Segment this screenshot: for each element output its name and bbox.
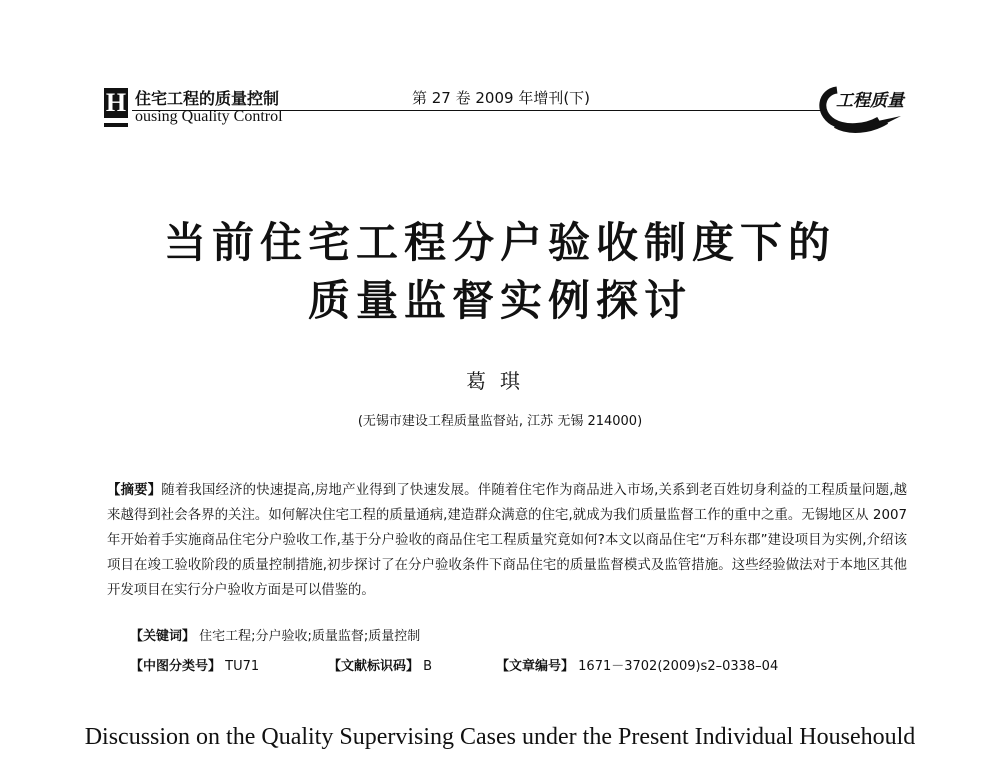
abstract-text: 随着我国经济的快速提高,房地产业得到了快速发展。伴随着住宅作为商品进入市场,关系到老百姓切身利益的工程质量问题,越来越得到社会各界的关注。如何解决住宅工程的质量通病,建造群众满意的住宅,就成为我们质量监督工作的重中之重。无锡地区从 2007 年开始着手实施商品住宅分户验收工作,基于分户验收的商品住宅工程质量究竟如何?本文以商品住宅“万科东郡”建设项目为实例,介绍该项目在竣工验收阶段的质量控制措施,初步探讨了在分户验收条件下商品住宅的质量监督模式及监管措施。这些经验做法对于本地区其他开发项目在实行分户验收方面是可以借鉴的。 [107, 483, 908, 598]
doc-code-label: 【文献标识码】 [328, 659, 420, 674]
doc-code-value: B [423, 659, 433, 674]
article-no-item [496, 655, 778, 674]
running-header [0, 0, 1000, 140]
journal-logo-icon: H [105, 88, 127, 117]
journal-name-cn: 住宅工程的质量控制 [135, 89, 280, 108]
emblem-text: 工程质量 [836, 91, 904, 111]
paper-title [0, 214, 1000, 330]
paper-title-line: 质量监督实例探讨 [307, 276, 692, 325]
abstract [107, 478, 907, 603]
keywords-row [130, 625, 420, 644]
journal-name-en: ousing Quality Control [135, 108, 283, 125]
article-no-value: 1671－3702(2009)s2–0338–04 [578, 659, 779, 674]
logo-underline [104, 123, 128, 127]
author-name: 葛琪 [466, 369, 534, 393]
english-title: Discussion on the Quality Supervising Cases under the Present Individual Househould [84, 724, 916, 750]
author-affiliation: (无锡市建设工程质量监督站, 江苏 无锡 214000) [357, 414, 643, 429]
paper-title-line: 当前住宅工程分户验收制度下的 [163, 218, 836, 267]
clc-label: 【中图分类号】 [130, 659, 222, 674]
keywords-label: 【关键词】 [130, 629, 196, 644]
keywords-text: 住宅工程;分户验收;质量监督;质量控制 [199, 629, 421, 644]
doc-code-item [328, 655, 432, 674]
abstract-label: 【摘要】 [107, 483, 162, 498]
issue-info: 第 27 卷 2009 年增刊(下) [412, 89, 591, 107]
clc-item [130, 655, 259, 674]
article-no-label: 【文章编号】 [496, 659, 575, 674]
clc-value: TU71 [225, 659, 260, 674]
